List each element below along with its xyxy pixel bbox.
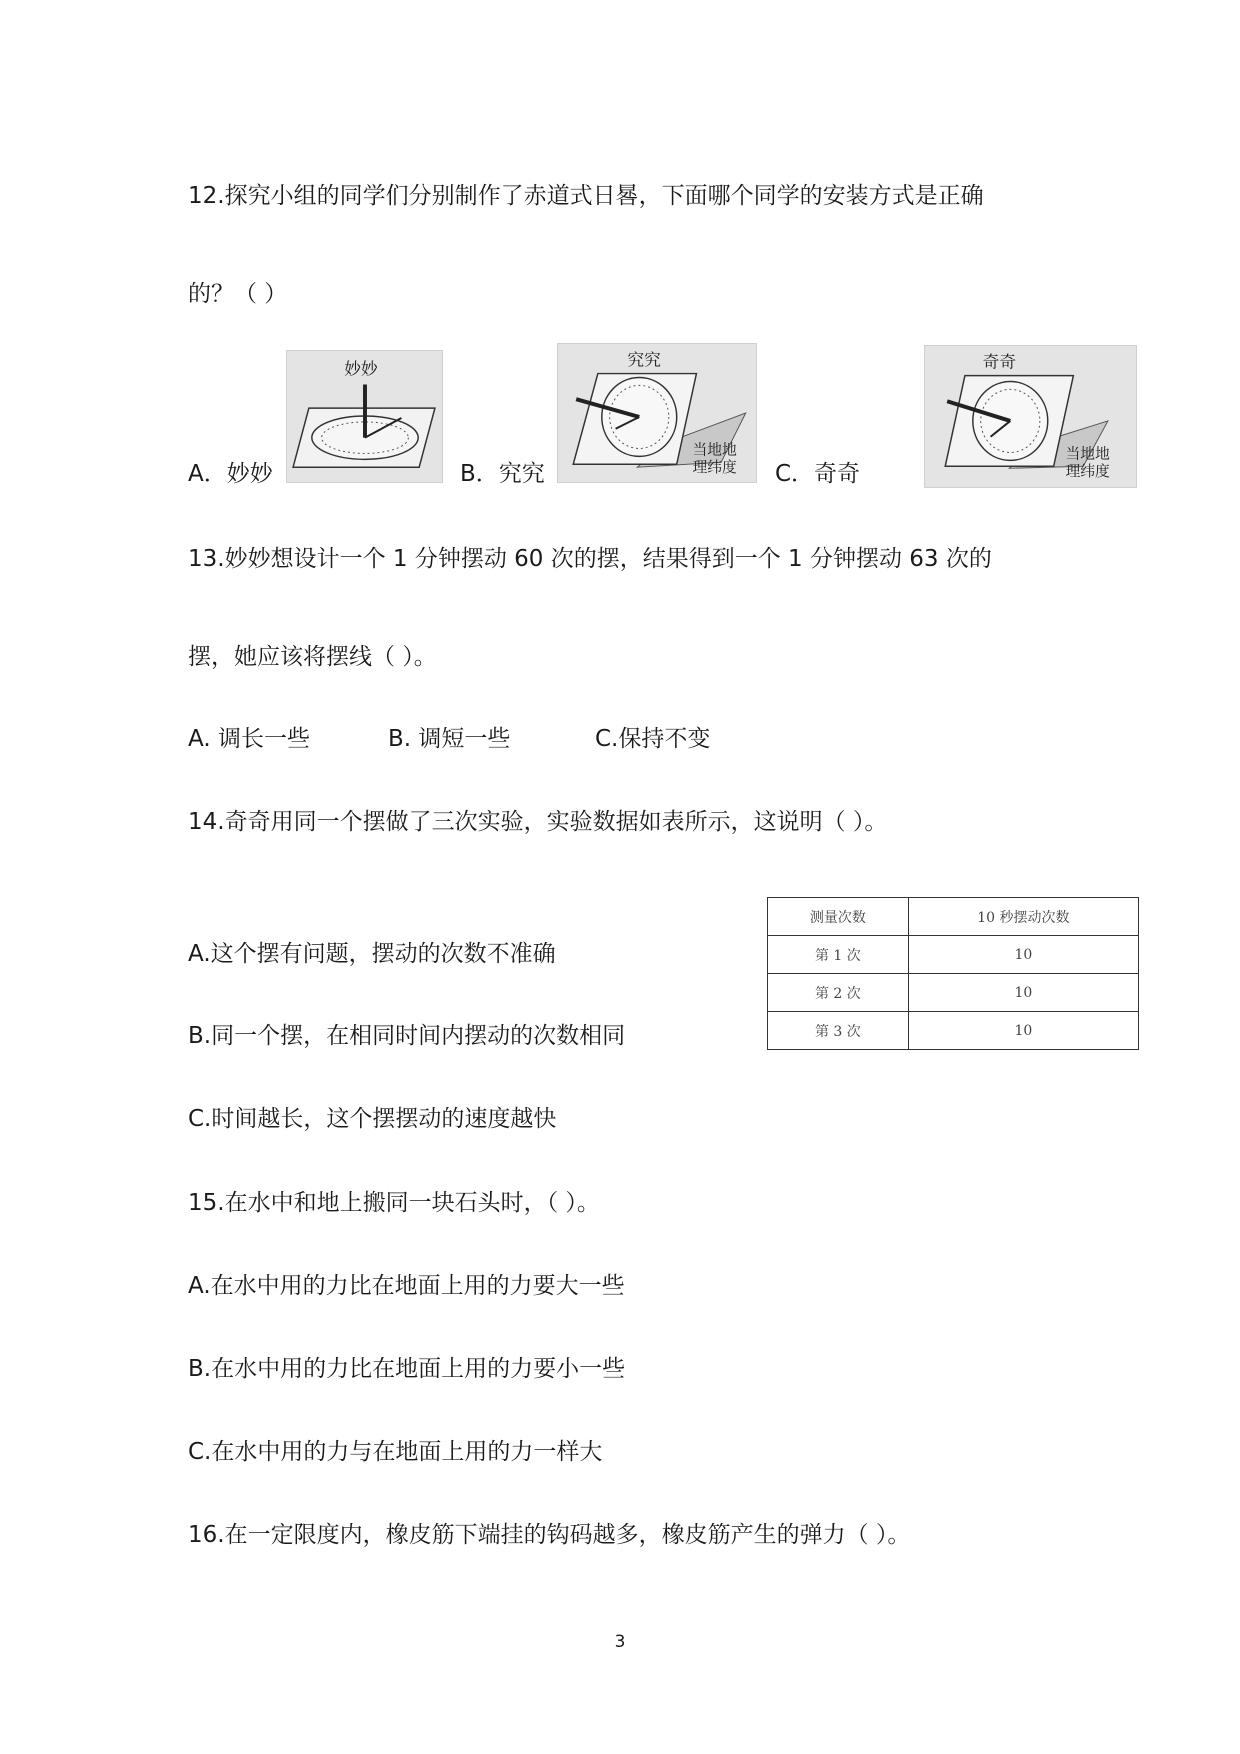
q13-stem-line1: 13.妙妙想设计一个 1 分钟摆动 60 次的摆，结果得到一个 1 分钟摆动 63 次的: [188, 546, 992, 572]
page-number: 3: [614, 1632, 626, 1652]
q13-option-b: B. 调短一些: [388, 726, 511, 752]
q12-figure-qiqi: [924, 345, 1137, 488]
q14-option-a: A.这个摆有问题，摆动的次数不准确: [188, 941, 556, 967]
q12-figure-jiujiu: [557, 343, 757, 483]
q15-option-a: A.在水中用的力比在地面上用的力要大一些: [188, 1273, 625, 1299]
table-header-row: [768, 898, 1139, 936]
q12-figure-a-title: 妙妙: [344, 358, 378, 379]
table-header-cell: 10 秒摆动次数: [908, 898, 1138, 936]
q15-option-b: B.在水中用的力比在地面上用的力要小一些: [188, 1356, 626, 1382]
q14-option-c: C.时间越长，这个摆摆动的速度越快: [188, 1106, 557, 1132]
table-cell: 10: [908, 974, 1138, 1012]
table-cell: 第 1 次: [768, 936, 909, 974]
q12-figure-c-title: 奇奇: [982, 351, 1017, 372]
q12-stem-line2: 的？（ ）: [188, 281, 288, 307]
q13-option-a: A. 调长一些: [188, 726, 310, 752]
q13-option-c: C.保持不变: [595, 726, 711, 752]
q12-figure-b-note2: 理纬度: [692, 459, 737, 477]
q12-figure-miaomiao: [286, 350, 443, 483]
q14-stem: 14.奇奇用同一个摆做了三次实验，实验数据如表所示，这说明（ ）。: [188, 809, 888, 835]
q15-stem: 15.在水中和地上搬同一块石头时，（ ）。: [188, 1190, 600, 1216]
table-header-cell: 测量次数: [768, 898, 909, 936]
q15-option-c: C.在水中用的力与在地面上用的力一样大: [188, 1439, 603, 1465]
q12-option-c: C．奇奇: [775, 461, 861, 487]
q12-option-a: A．妙妙: [188, 461, 273, 487]
q14-option-b: B.同一个摆，在相同时间内摆动的次数相同: [188, 1023, 626, 1049]
table-row: [768, 974, 1139, 1012]
table-cell: 第 2 次: [768, 974, 909, 1012]
table-cell: 第 3 次: [768, 1012, 909, 1050]
q16-stem: 16.在一定限度内，橡皮筋下端挂的钩码越多，橡皮筋产生的弹力（ ）。: [188, 1522, 911, 1548]
q12-option-b: B．究究: [460, 461, 545, 487]
q12-stem-line1: 12.探究小组的同学们分别制作了赤道式日晷，下面哪个同学的安装方式是正确: [188, 183, 984, 209]
q12-figure-b-note1: 当地地: [692, 441, 737, 459]
q12-figure-c-note1: 当地地: [1065, 445, 1110, 463]
q12-figure-c-note2: 理纬度: [1065, 463, 1110, 481]
q14-data-table: [767, 897, 1139, 1050]
q12-figure-b-title: 究究: [627, 349, 661, 370]
q13-stem-line2: 摆，她应该将摆线（ ）。: [188, 644, 437, 670]
table-cell: 10: [908, 1012, 1138, 1050]
table-cell: 10: [908, 936, 1138, 974]
table-row: [768, 1012, 1139, 1050]
table-row: [768, 936, 1139, 974]
